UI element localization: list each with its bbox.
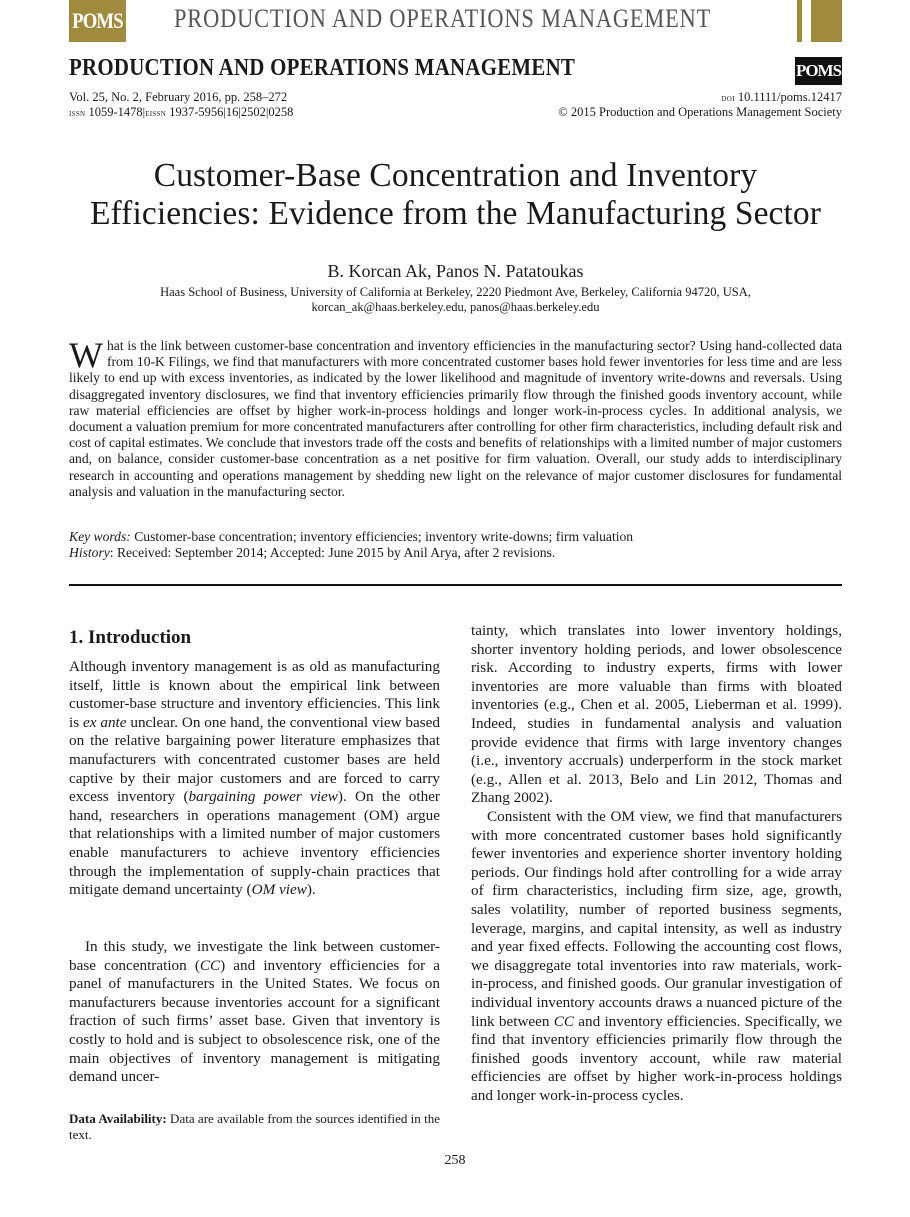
intro-p1-em-2: bargaining power view [188,788,338,806]
authors: B. Korcan Ak, Panos N. Patatoukas [327,261,584,281]
copyright: © 2015 Production and Operations Management Society [558,105,842,119]
doi-value[interactable]: 10.1111/poms.12417 [737,90,842,104]
eissn-label: eissn [145,108,167,119]
intro-p1-text-a: Although inventory management is as old as manufacturing itself, little is known about the empirical link between customer-base structure and inventory efficiencies. This link is [69,658,440,731]
keywords [69,529,842,545]
intro-p1-text-d: ). [306,881,316,899]
intro-p2-text-b: ) and inventory efficiencies for a panel of manufacturers in the United States. We focus on manufacturers because inventories account for a significant fraction of such firms’ asset base. Given that inventory is costly to hold and is subject to obsolescence risk, one of the main objectives of inventory management is mitigating demand uncer- [69,956,440,1086]
abstract-text: hat is the link between customer-base concentration and inventory efficiencies in the manufacturing sector? Using hand-collected data from 10-K Filings, we find that manufacturers with more concentrated customer bases hold fewer inventories for less time and are less likely to end up with excess inventories, as indicated by the lower likelihood and magnitude of inventory write-downs and reversals. Using disaggregated inventory disclosures, we find that inventory efficiencies primarily flow through the finished goods inventory account, while raw material efficiencies are offset by higher work-in-process holdings and longer work-in-process cycles. In additional analysis, we document a valuation premium for more concentrated manufacturers after controlling for other firm characteristics, including default risk and cost of capital estimates. We conclude that investors trade off the costs and benefits of relationships with a limited number of major customers and, on balance, consider customer-base concentration as a net positive for firm valuation. Overall, our study adds to interdisciplinary research in accounting and operations management by shedding new light on the relevance of major customer disclosures for fundamental analysis and valuation in the manufacturing sector. [69,338,842,499]
page-number: 258 [444,1153,466,1168]
intro-p2-text-a: In this study, we investigate the link between customer-base concentration ( [69,938,440,974]
top-banner [0,0,910,44]
history [69,545,842,561]
journal-title: PRODUCTION AND OPERATIONS MANAGEMENT [69,55,576,81]
history-label: History [69,545,110,560]
intro-p1-em-1: ex ante [83,713,127,731]
intro-p4-em-1: CC [553,1012,575,1030]
doi-info [721,90,842,105]
doi-label: doi [721,93,735,104]
issn-value: 1059-1478 [88,105,143,119]
issn-info: issn 1059-1478|eissn 1937-5956|16|2502|0258 [69,105,294,119]
intro-paragraph-2 [69,938,440,1087]
footnote-text: Data are available from the sources identified in the text. [69,1111,441,1142]
affiliation [69,285,842,315]
affiliation-address: Haas School of Business, University of California at Berkeley, 2220 Piedmont Ave, Berkeley, California 94720, USA, [160,285,751,299]
intro-p1-em-3: OM view [251,881,307,899]
abstract-dropcap: W [69,335,103,375]
footnote-label: Data Availability: [69,1111,167,1126]
paper-title-line-1: Customer-Base Concentration and Inventory [153,157,758,194]
section-divider [69,584,842,586]
banner-accent-bar-thin [797,0,802,42]
intro-p1-text-c: ). On the other hand, researchers in operations management (OM) argue that relationships with a limited number of major customers enable manufacturers to achieve inventory efficiencies through the implementation of supply-chain practices that mitigate demand uncertainty ( [69,788,440,899]
banner-accent-bar-thick [811,0,842,42]
poms-banner-logo: POMS [69,0,126,42]
footnote-data-availability [69,1111,440,1143]
intro-p2-em-1: CC [199,956,221,974]
paper-title-line-2: Efficiencies: Evidence from the Manufacturing Sector [89,195,822,232]
keywords-label: Key words: [69,529,131,544]
intro-paragraph-1 [69,658,440,900]
intro-p4-text-a: Consistent with the OM view, we find that manufacturers with more concentrated customer bases hold significantly fewer inventories and experience shorter inventory holding periods. Our findings hold after controlling for a wide array of firm characteristics, including firm size, age, growth, sales volatility, number of reported business segments, leverage, margins, and capital intensity, as well as industry and year fixed effects. Following the accounting cost flows, we disaggregate total inventories into raw materials, work-in-process, and finished goods. Our granular investigation of individual inventory accounts draws a nuanced picture of the link between [471,808,842,1030]
author-emails[interactable]: korcan_ak@haas.berkeley.edu, panos@haas.berkeley.edu [311,300,600,314]
intro-p1-text-b: unclear. On one hand, the conventional view based on the relative bargaining power literature emphasizes that manufacturers with concentrated customer bases are held captive by their major customers and are forced to carry excess inventory ( [69,713,440,806]
paper-title [69,157,842,233]
volume-info: Vol. 25, No. 2, February 2016, pp. 258–272 [69,90,288,104]
history-text: : Received: September 2014; Accepted: June 2015 by Anil Arya, after 2 revisions. [109,545,556,560]
eissn-value: 1937-5956|16|2502|0258 [169,105,294,119]
intro-p4-text-b: and inventory efficiencies. Specifically, we find that inventory efficiencies primarily flow through the finished goods inventory account, while raw material efficiencies are offset by higher work-in-process holdings and longer work-in-process cycles. [471,1012,842,1104]
abstract [69,335,842,500]
poms-journal-logo: POMS [795,57,842,85]
keywords-text: Customer-base concentration; inventory efficiencies; inventory write-downs; firm valuation [134,529,634,544]
intro-paragraph-4 [471,808,842,1106]
section-heading-introduction: 1. Introduction [69,627,192,648]
banner-journal-title: PRODUCTION AND OPERATIONS MANAGEMENT [174,4,712,33]
issn-label: issn [69,108,86,119]
intro-paragraph-3: tainty, which translates into lower inventory holdings, shorter inventory holding periods, and lower obsolescence risk. According to industry experts, firms with lower inventories are more valuable than firms with bloated inventories (e.g., Chen et al. 2005, Lieberman et al. 1999). Indeed, studies in fundamental analysis and valuation provide evidence that firms with large inventory changes (i.e., inventory accruals) underperform in the stock market (e.g., Allen et al. 2013, Belo and Lin 2012, Thomas and Zhang 2002). [471,622,842,807]
